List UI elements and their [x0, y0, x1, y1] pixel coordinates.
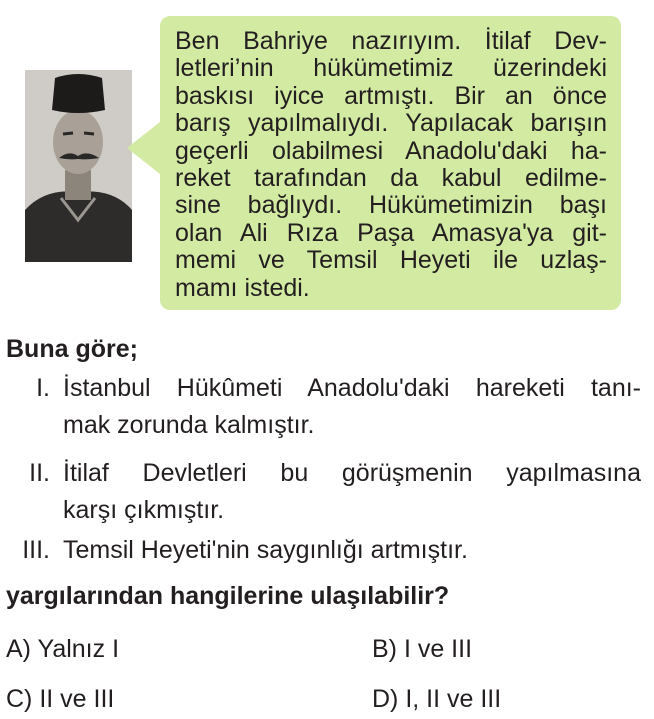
speech-bubble [160, 16, 621, 310]
speech-line: barış yapılmalıydı. Yapılacak barışın [175, 109, 607, 138]
question-lead: Buna göre; [6, 335, 138, 363]
statement-line: İstanbul Hükûmeti Anadolu'daki hareketi tanı- [63, 374, 641, 402]
statement-number: I. [36, 374, 50, 402]
option-c[interactable]: C) II ve III [6, 685, 115, 713]
statement-number: III. [22, 536, 50, 564]
statement-number: II. [29, 459, 50, 487]
speech-line: mamı istedi. [175, 273, 310, 302]
statement-line: Temsil Heyeti'nin saygınlığı artmıştır. [63, 536, 468, 564]
speech-line: geçerli olabilmesi Anadolu'daki ha- [175, 136, 607, 165]
speech-line: Ben Bahriye nazırıyım. İtilaf Dev- [175, 27, 607, 55]
statement-line: mak zorunda kalmıştır. [63, 411, 315, 439]
speech-line: olan Ali Rıza Paşa Amasya'ya git- [175, 218, 607, 247]
portrait-photo [25, 70, 132, 262]
statement-line: İtilaf Devletleri bu görüşmenin yapılmasına [63, 459, 641, 487]
speech-line: letleri’nin hükümetimiz üzerindeki [175, 54, 607, 83]
speech-line: reket tarafından da kabul edilme- [175, 164, 607, 193]
speech-text [175, 28, 607, 302]
option-d[interactable]: D) I, II ve III [372, 685, 502, 713]
statement-line: karşı çıkmıştır. [63, 496, 225, 524]
speech-line: baskısı iyice artmıştı. Bir an önce [175, 81, 607, 110]
option-b[interactable]: B) I ve III [372, 635, 473, 663]
option-a[interactable]: A) Yalnız I [6, 635, 120, 663]
speech-line: memi ve Temsil Heyeti ile uzlaş- [175, 246, 607, 275]
question-prompt: yargılarından hangilerine ulaşılabilir? [6, 582, 450, 610]
speech-line: sine bağlıydı. Hükümetimizin başı [175, 191, 607, 220]
